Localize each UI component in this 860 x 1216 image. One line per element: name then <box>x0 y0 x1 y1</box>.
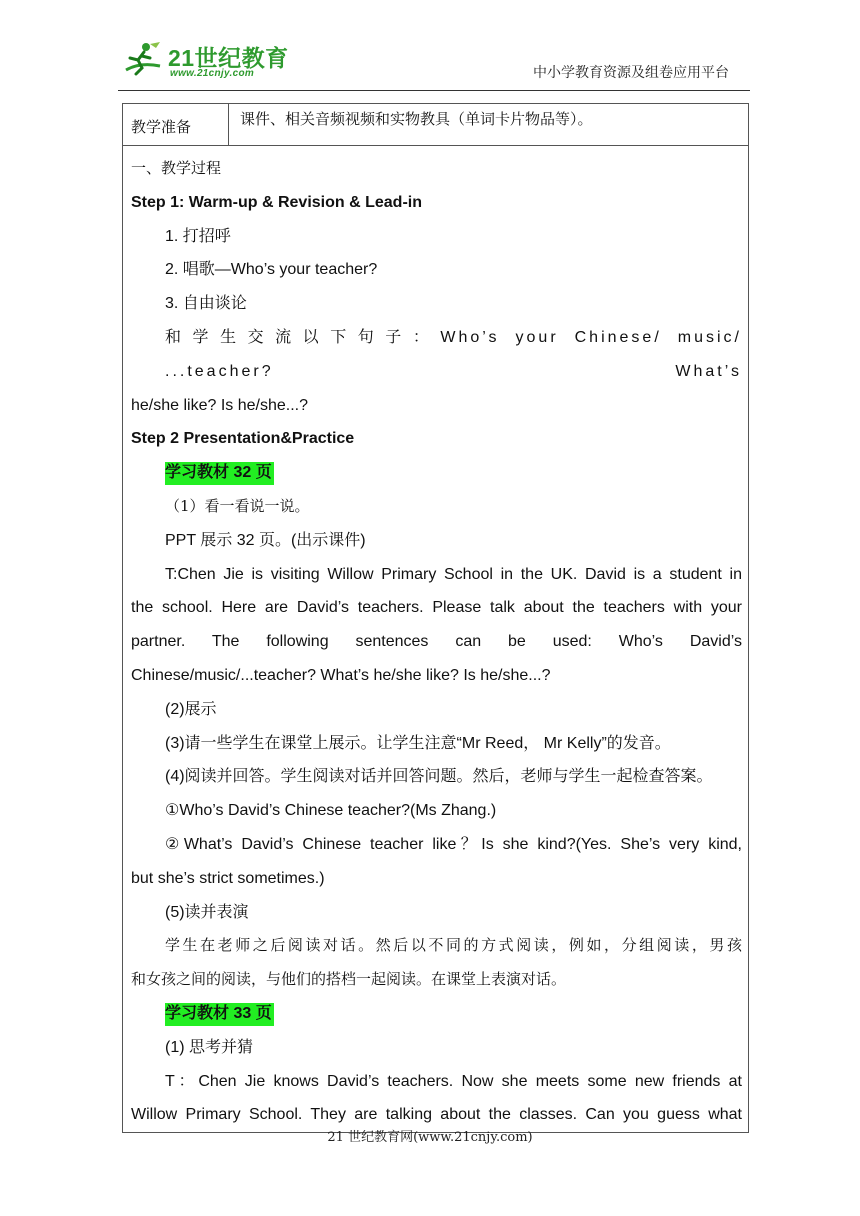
page33-highlight: 学习教材 33 页 <box>165 1003 274 1026</box>
step1-talk-line2: he/she like? Is he/she...? <box>131 396 308 414</box>
site-logo <box>120 34 290 84</box>
p32-question2-line1: ②What’s David’s Chinese teacher like？Is she kind?(Yes. She’s very kind, <box>165 835 742 853</box>
p32-read-act-line2: 和女孩之间的阅读，与他们的搭档一起阅读。在课堂上表演对话。 <box>131 970 567 989</box>
section-title: 一、教学过程 <box>131 159 222 177</box>
page32-heading-row <box>131 456 742 490</box>
p32-teacher-line2: the school. Here are David’s teachers. Please talk about the teachers with your <box>131 599 742 617</box>
p32-question1: ①Who’s David’s Chinese teacher?(Ms Zhang.) <box>165 802 497 820</box>
p32-teacher-line3: partner. The following sentences can be used: Who’s David’s <box>131 633 742 651</box>
p33-teacher-line2: Willow Primary School. They are talking about the classes. Can you guess what <box>131 1106 742 1124</box>
lesson-table <box>122 103 749 1133</box>
p32-teacher-line4: Chinese/music/...teacher? What’s he/she like? Is he/she...? <box>131 666 551 684</box>
page33-heading-row <box>131 997 742 1031</box>
p32-read-act: (5)读并表演 <box>165 903 249 921</box>
p33-teacher-line1: T：Chen Jie knows David’s teachers. Now she meets some new friends at <box>165 1072 742 1090</box>
p32-read-act-line1: 学生在老师之后阅读对话。然后以不同的方式阅读，例如，分组阅读，男孩 <box>165 936 742 955</box>
p32-teacher-line1: T:Chen Jie is visiting Willow Primary School in the UK. David is a student in <box>165 565 742 583</box>
p32-read-answer: (4)阅读并回答。学生阅读对话并回答问题。然后，老师与学生一起检查答案。 <box>165 768 713 786</box>
p32-look-say: （1）看一看说一说。 <box>165 496 310 515</box>
runner-logo-icon <box>120 40 164 80</box>
step2-title: Step 2 Presentation&Practice <box>131 430 355 448</box>
page-footer: 21 世纪教育网(www.21cnjy.com) <box>327 1130 533 1145</box>
logo-title: 21世纪教育 <box>168 45 289 71</box>
page-header <box>0 0 860 100</box>
step1-title: Step 1: Warm-up & Revision & Lead-in <box>131 193 422 211</box>
p32-ppt: PPT 展示 32 页。(出示课件) <box>165 531 366 549</box>
p32-question2-line2: but she’s strict sometimes.) <box>131 869 325 887</box>
teaching-process <box>123 146 749 1133</box>
page32-highlight: 学习教材 32 页 <box>165 462 274 485</box>
step1-item-song: 2. 唱歌—Who’s your teacher? <box>165 261 378 279</box>
header-divider <box>118 90 750 91</box>
step1-item-talk: 3. 自由谈论 <box>165 295 247 313</box>
process-row <box>123 146 749 1133</box>
step1-talk-line1: 和学生交流以下句子：Who’s your Chinese/ music/ ...teacher? What’s <box>165 328 742 380</box>
prep-label: 教学准备 <box>123 104 229 146</box>
p32-present: (3)请一些学生在课堂上展示。让学生注意“Mr Reed， Mr Kelly”的发音。 <box>165 734 671 752</box>
p32-show: (2)展示 <box>165 700 217 718</box>
step1-item-greet: 1. 打招呼 <box>165 227 231 245</box>
platform-name: 中小学教育资源及组卷应用平台 <box>533 65 729 81</box>
logo-url: www.21cnjy.com <box>170 68 255 79</box>
p33-think-guess: (1) 思考并猜 <box>165 1038 254 1056</box>
prep-value: 课件、相关音频视频和实物教具（单词卡片物品等）。 <box>229 104 749 146</box>
prep-row <box>123 104 749 146</box>
